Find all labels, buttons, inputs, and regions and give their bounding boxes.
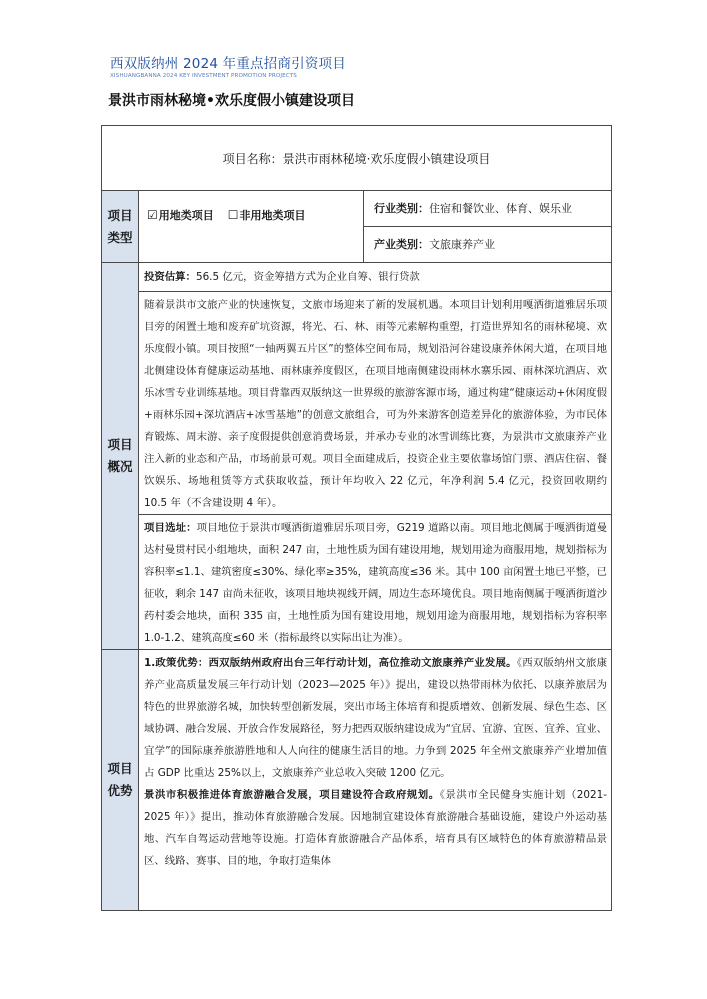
- advantage-header: [102, 650, 139, 911]
- overview-cell: [139, 292, 612, 515]
- checked-box-icon[interactable]: ☑: [147, 208, 158, 222]
- overview-header-label: 项目概况: [107, 437, 133, 474]
- type-header-label: 项目类型: [107, 207, 133, 245]
- city-label: 景洪市积极推进体育旅游融合发展，项目建设符合政府规划。: [144, 789, 440, 801]
- overview-text: 随着景洪市文旅产业的快速恢复，文旅市场迎来了新的发展机遇。本项目计划利用嘎洒街道雅居乐项目旁的闲置土地和废弃矿坑资源，将光、石、林、雨等元素解构重塑，打造世界知名的雨林秘境、欢乐度假小镇。项目按照“一轴两翼五片区”的整体空间布局，规划沿河谷建设康养休闲大道，在项目地北侧建设体育健康运动基地、雨林康养度假区，在项目地南侧建设雨林水寨乐园、雨林深坑酒店、欢乐冰雪专业训练基地。项目背靠西双版纳这一世界级的旅游客源市场，通过构建“健康运动+休闲度假+雨林乐园+深坑酒店+冰雪基地”的创意文旅组合，可为外来游客创造差异化的旅游体验，为市民体育锻炼、周末游、亲子度假提供创意消费场景，并承办专业的冰雪训练比赛，为景洪市文旅康养产业注入新的业态和产品，市场前景可观。项目全面建成后，投资企业主要依靠场馆门票、酒店住宿、餐饮娱乐、场地租赁等方式获取收益，预计年均收入 22 亿元，年净利润 5.4 亿元，投资回收期约 10.5 年（不含建设期 4 年）。: [144, 299, 607, 509]
- advantage-cell: [139, 650, 612, 911]
- land-option-unchecked: 非用地类项目: [239, 209, 306, 222]
- document-title: 景洪市雨林秘境•欢乐度假小镇建设项目: [108, 93, 355, 109]
- city-text: 《景洪市全民健身实施计划（2021-2025 年）》提出，推动体育旅游融合发展。因地制宜建设体育旅游融合基础设施，建设户外运动基地、汽车自驾运动营地等设施。打造体育旅游融合产品体系，培育具有区域特色的体育旅游精品景区、线路、赛事、目的地，争取打造集体: [144, 789, 607, 867]
- policy-label: 1.政策优势：西双版纳州政府出台三年行动计划，高位推动文旅康养产业发展。: [144, 657, 517, 669]
- project-name-cell: [102, 126, 612, 191]
- site-text: 项目地位于景洪市嘎洒街道雅居乐项目旁，G219 道路以南。项目地北侧属于嘎洒街道曼达村曼贯村民小组地块，面积 247 亩，土地性质为国有建设用地，规划用途为商服用地，规划指标为容积率≤1.1、建筑密度≤30%、绿化率≥35%，建筑高度≤36 米。其中 100 亩闲置土地已平整，已征收，剩余 147 亩尚未征收，该项目地块视线开阔，周边生态环境优良。项目地南侧属于嘎洒街道沙药村委会地块，面积 335 亩，土地性质为国有建设用地，规划用途为商服用地，规划指标为容积率 1.0-1.2、建筑高度≤60 米（指标最终以实际出让为准）。: [144, 522, 608, 644]
- investment-cell: [139, 263, 612, 292]
- overview-header: [102, 263, 139, 650]
- site-label: 项目选址：: [144, 522, 197, 534]
- category-cell: [364, 227, 612, 263]
- land-options: [139, 191, 364, 263]
- investment-label: 投资估算：: [144, 271, 196, 283]
- header-title-en: XISHUANGBANNA 2024 KEY INVESTMENT PROMOTION PROJECTS: [110, 73, 297, 79]
- project-name: 项目名称：景洪市雨林秘境·欢乐度假小镇建设项目: [222, 151, 491, 166]
- industry-value: 住宿和餐饮业、体育、娱乐业: [429, 202, 572, 215]
- advantage-header-label: 项目优势: [107, 761, 133, 798]
- site-cell: [139, 515, 612, 650]
- header-title-cn: 西双版纳州 2024 年重点招商引资项目: [110, 56, 346, 72]
- project-table: [101, 125, 612, 911]
- category-value: 文旅康养产业: [429, 238, 495, 251]
- industry-label: 行业类别：: [374, 202, 429, 215]
- unchecked-box-icon[interactable]: ☐: [227, 208, 239, 222]
- brand-header: [110, 52, 346, 79]
- industry-cell: [364, 191, 612, 227]
- land-option-checked: 用地类项目: [158, 209, 214, 222]
- policy-text: 《西双版纳州文旅康养产业高质量发展三年行动计划（2023—2025 年）》提出，建设以热带雨林为依托、以康养旅居为特色的世界旅游名城，加快转型创新发展，突出市场主体培育和提质增效、创新发展、绿色生态、区域协调、融合发展、开放合作发展路径，努力把西双版纳建设成为“宜居、宜游、宜医、宜养、宜业、宜学”的国际康养旅游胜地和人人向往的健康生活目的地。力争到 2025 年全州文旅康养产业增加值占 GDP 比重达 25%以上，文旅康养产业总收入突破 1200 亿元。: [144, 657, 607, 779]
- investment-value: 56.5 亿元，资金筹措方式为企业自筹、银行贷款: [195, 271, 420, 283]
- type-header: [102, 191, 139, 263]
- category-label: 产业类别：: [374, 238, 429, 251]
